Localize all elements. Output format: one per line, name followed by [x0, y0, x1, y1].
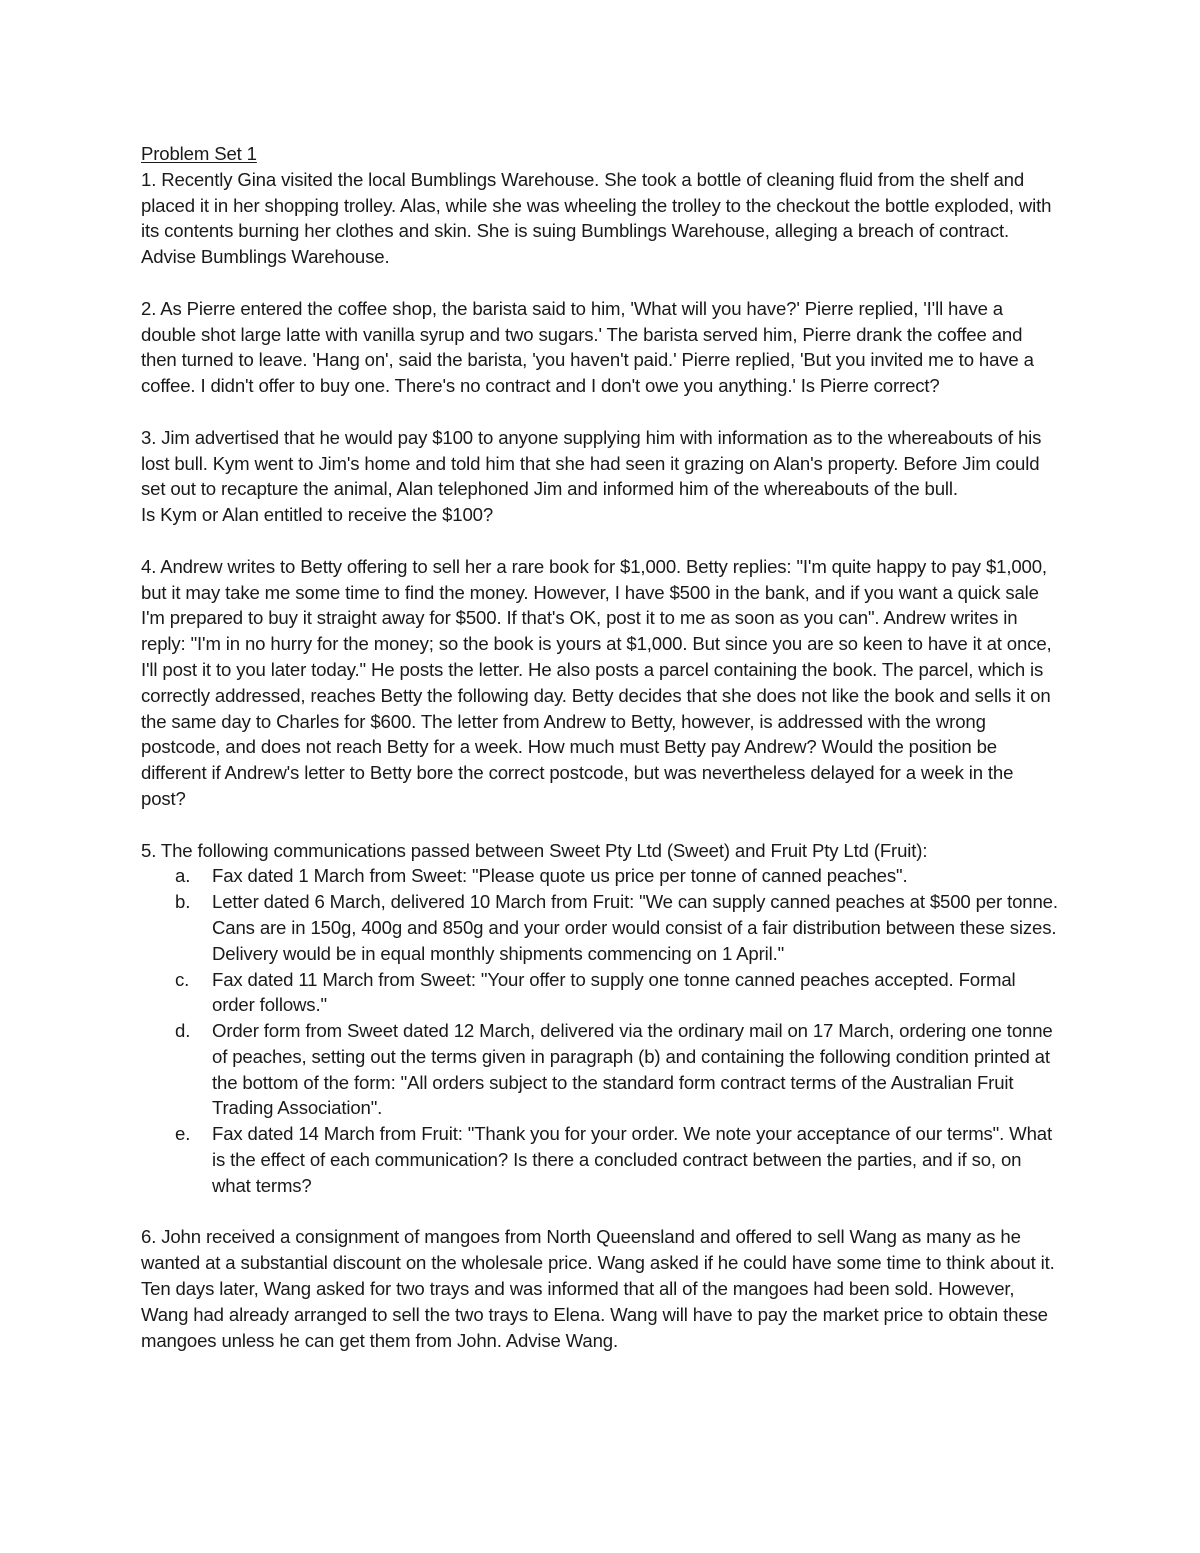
paragraph-spacer [141, 270, 1061, 296]
list-item-text: Letter dated 6 March, delivered 10 March from Fruit: "We can supply canned peaches at $500 per tonne. Cans are in 150g, 400g and 850g and your order would consist of a fair distribution between these sizes. Delivery would be in equal monthly shipments commencing on 1 April." [212, 891, 1058, 964]
list-item [141, 1121, 1061, 1198]
list-item-text: Order form from Sweet dated 12 March, delivered via the ordinary mail on 17 March, ordering one tonne of peaches, setting out the terms given in paragraph (b) and containing the following condition printed at the bottom of the form: "All orders subject to the standard form contract terms of the Australian Fruit Trading Association". [212, 1020, 1053, 1119]
paragraph-spacer [141, 812, 1061, 838]
list-item-text: Fax dated 1 March from Sweet: "Please quote us price per tonne of canned peaches". [212, 865, 908, 887]
list-marker: a. [175, 865, 191, 887]
problem-6: 6. John received a consignment of mangoes from North Queensland and offered to sell Wang as many as he wanted at a substantial discount on the wholesale price. Wang asked if he could have some time to think about it. Ten days later, Wang asked for two trays and was informed that all of the mangoes had been sold. However, Wang had already arranged to sell the two trays to Elena. Wang will have to pay the market price to obtain these mangoes unless he can get them from John. Advise Wang. [141, 1226, 1055, 1351]
list-item [141, 1018, 1061, 1121]
list-marker: b. [175, 891, 191, 913]
problem-5-list [141, 863, 1061, 1198]
problem-4: 4. Andrew writes to Betty offering to sell her a rare book for $1,000. Betty replies: "I'm quite happy to pay $1,000, but it may take me some time to find the money. However, I have $500 in the bank, and if you want a quick sale I'm prepared to buy it straight away for $500. If that's OK, post it to me as soon as you can". Andrew writes in reply: "I'm in no hurry for the money; so the book is yours at $1,000. But since you are so keen to have it at once, I'll post it to you later today." He posts the letter. He also posts a parcel containing the book. The parcel, which is correctly addressed, reaches Betty the following day. Betty decides that she does not like the book and sells it on the same day to Charles for $600. The letter from Andrew to Betty, however, is addressed with the wrong postcode, and does not reach Betty for a week. How much must Betty pay Andrew? Would the position be different if Andrew's letter to Betty bore the correct postcode, but was nevertheless delayed for a week in the post? [141, 555, 1052, 809]
problem-3-question: Is Kym or Alan entitled to receive the $100? [141, 504, 494, 526]
list-item [141, 863, 1061, 889]
problem-5-intro: 5. The following communications passed between Sweet Pty Ltd (Sweet) and Fruit Pty Ltd (Fruit): [141, 839, 928, 861]
document-page [141, 141, 1061, 1353]
problem-3: 3. Jim advertised that he would pay $100 to anyone supplying him with information as to the whereabouts of his lost bull. Kym went to Jim's home and told him that she had seen it grazing on Alan's property. Before Jim could set out to recapture the animal, Alan telephoned Jim and informed him of the whereabouts of the bull. [141, 426, 1042, 500]
problem-2: 2. As Pierre entered the coffee shop, the barista said to him, 'What will you have?' Pierre replied, 'I'll have a double shot large latte with vanilla syrup and two sugars.' The barista served him, Pierre drank the coffee and then turned to leave. 'Hang on', said the barista, 'you haven't paid.' Pierre replied, 'But you invited me to have a coffee. I didn't offer to buy one. There's no contract and I don't owe you anything.' Is Pierre correct? [141, 297, 1034, 397]
paragraph-spacer [141, 528, 1061, 554]
page-title: Problem Set 1 [141, 143, 257, 164]
paragraph-spacer [141, 1199, 1061, 1225]
list-marker: c. [175, 968, 190, 990]
list-item [141, 889, 1061, 966]
list-marker: d. [175, 1020, 191, 1042]
paragraph-spacer [141, 399, 1061, 425]
list-item-text: Fax dated 14 March from Fruit: "Thank you for your order. We note your acceptance of our terms". What is the effect of each communication? Is there a concluded contract between the parties, and if so, on what terms? [212, 1123, 1052, 1196]
list-item [141, 967, 1061, 1019]
problem-1: 1. Recently Gina visited the local Bumblings Warehouse. She took a bottle of cleaning fluid from the shelf and placed it in her shopping trolley. Alas, while she was wheeling the trolley to the checkout the bottle exploded, with its contents burning her clothes and skin. She is suing Bumblings Warehouse, alleging a breach of contract. Advise Bumblings Warehouse. [141, 168, 1052, 268]
list-item-text: Fax dated 11 March from Sweet: "Your offer to supply one tonne canned peaches accepted. Formal order follows." [212, 968, 1016, 1016]
list-marker: e. [175, 1123, 191, 1145]
